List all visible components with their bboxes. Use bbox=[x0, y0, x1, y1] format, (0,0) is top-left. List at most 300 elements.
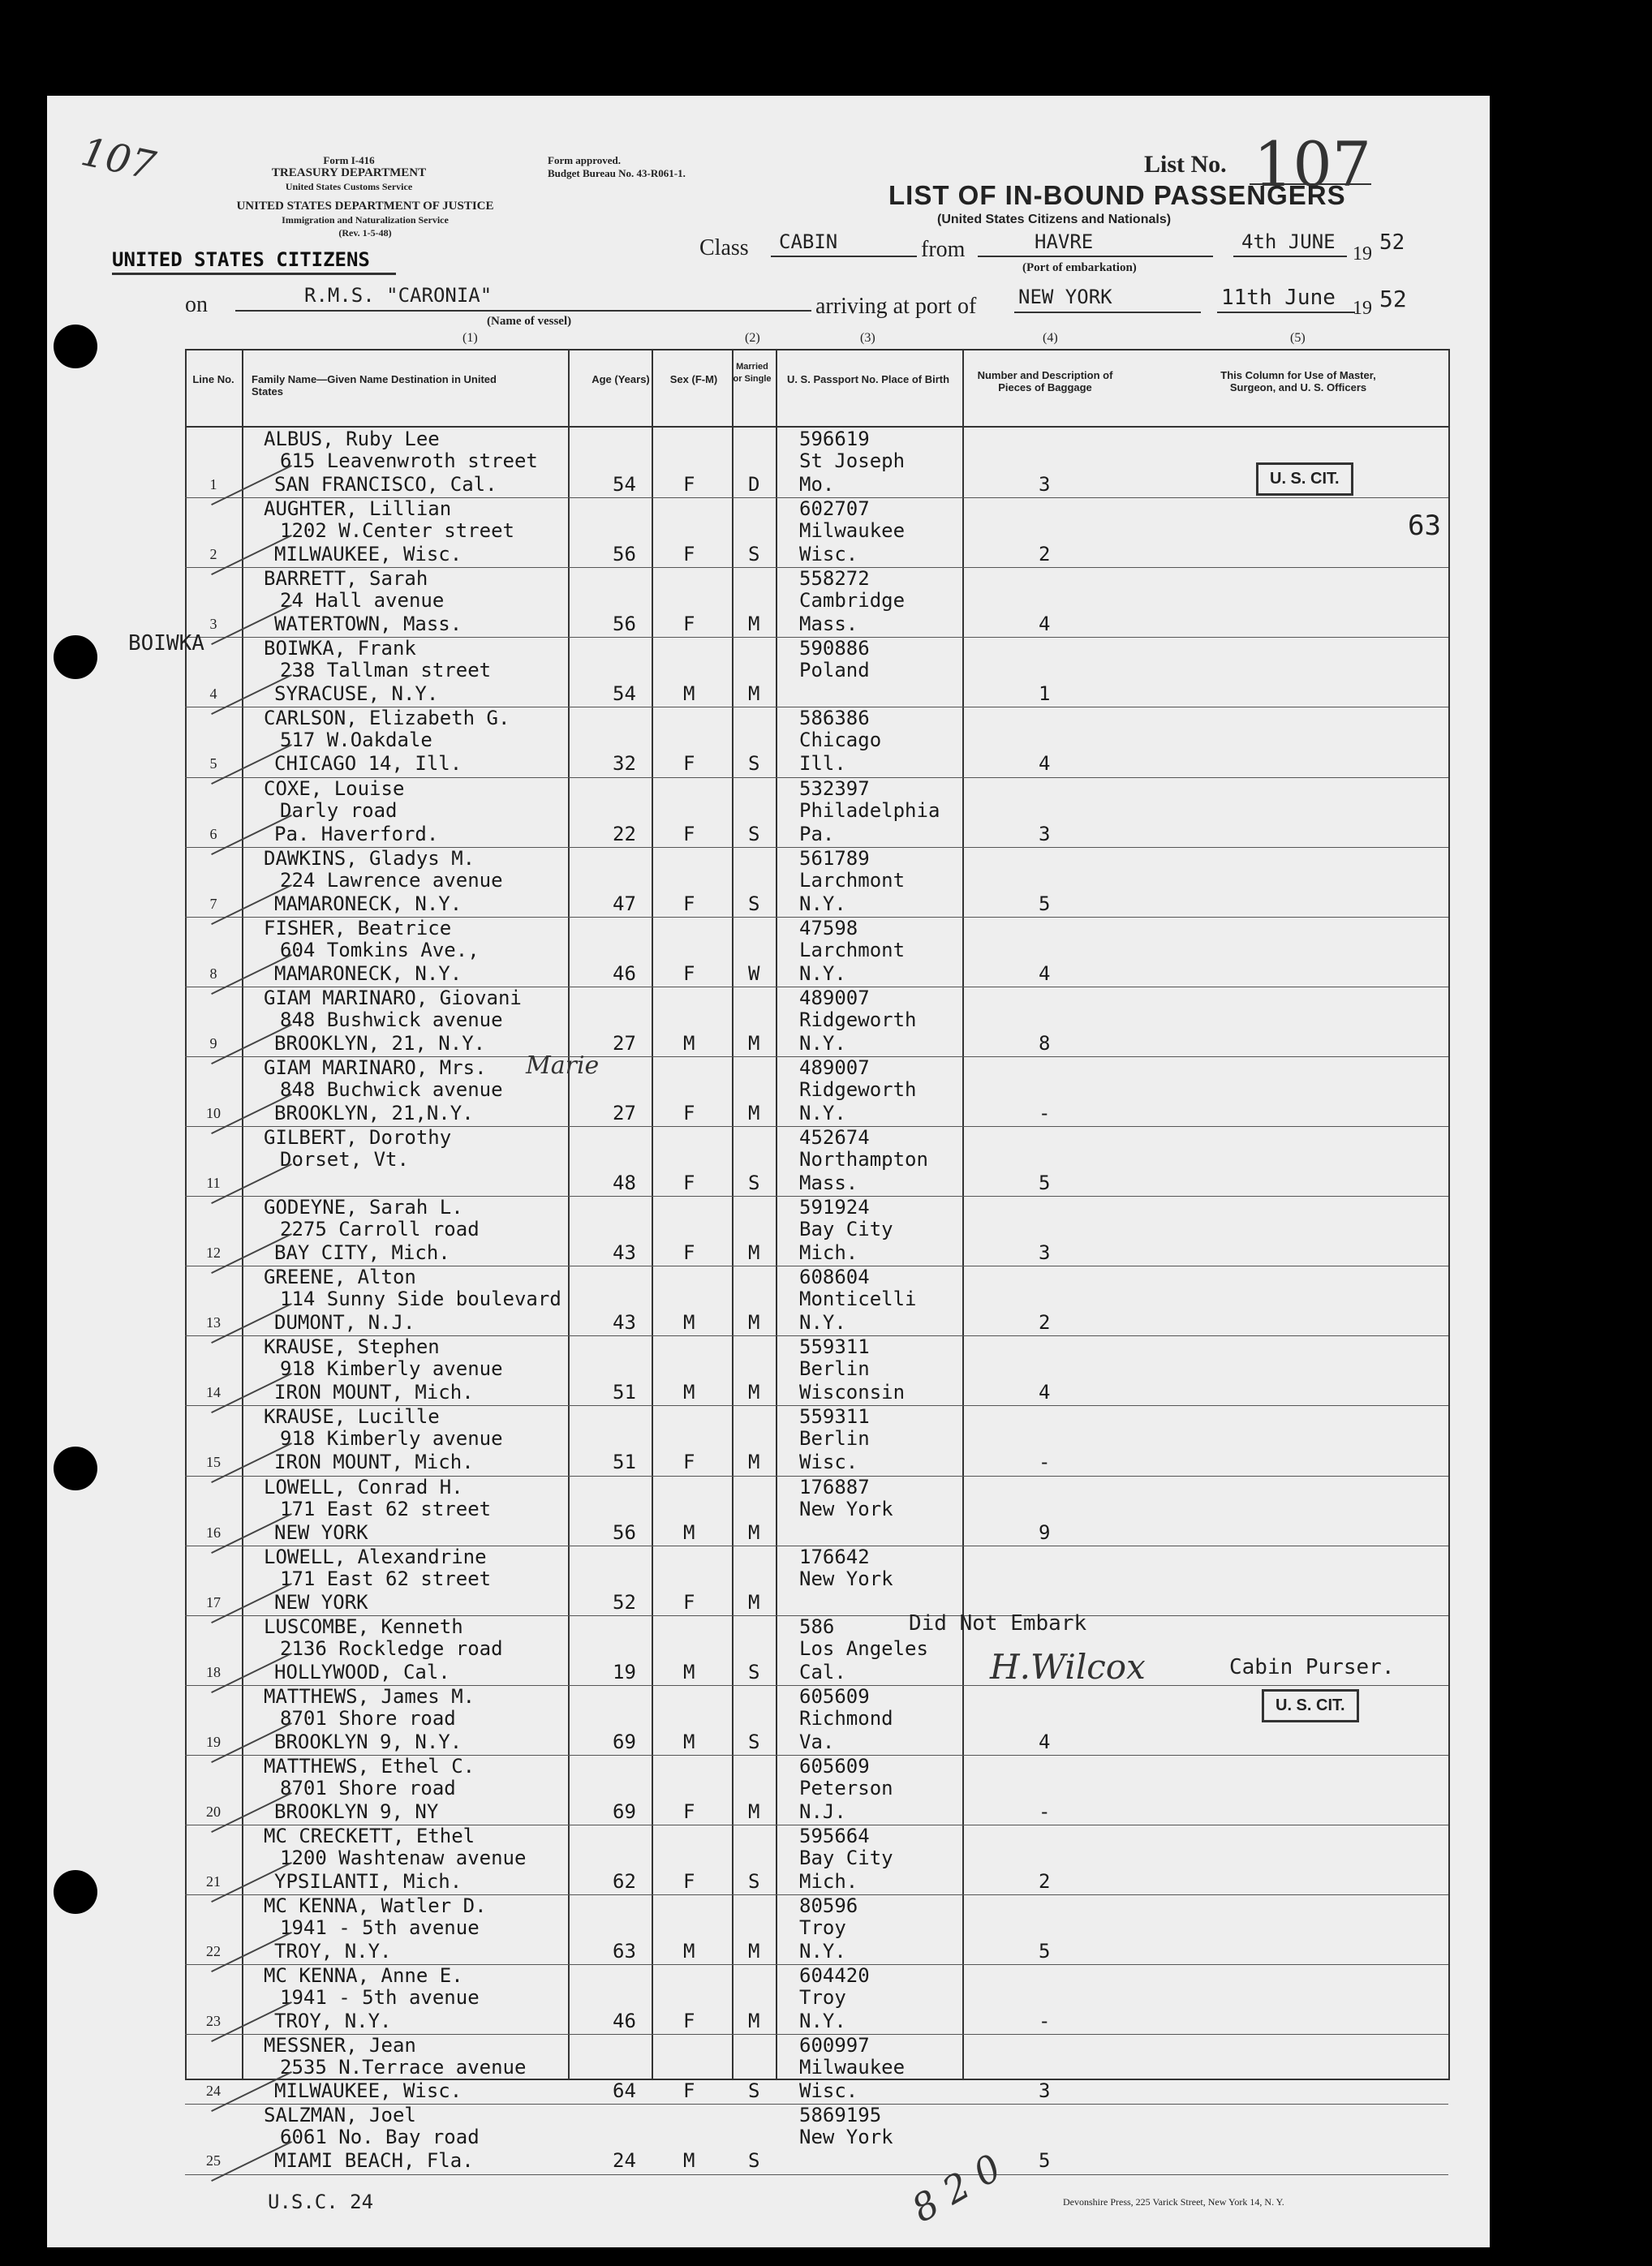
line-number: 13 bbox=[206, 1314, 221, 1331]
passenger-destination: TROY, N.Y. bbox=[274, 1940, 392, 1963]
birth-place-state: Mass. bbox=[799, 1172, 858, 1194]
form-title: LIST OF IN-BOUND PASSENGERS bbox=[888, 180, 1346, 210]
passenger-sex: F bbox=[683, 1799, 695, 1823]
passenger-address: 604 Tomkins Ave., bbox=[280, 938, 480, 961]
marital-status: S bbox=[748, 1660, 760, 1683]
form-number: Form I-416 bbox=[323, 154, 375, 166]
birth-place: Troy bbox=[799, 1916, 846, 1940]
baggage-count: 4 bbox=[1039, 613, 1051, 636]
marital-status: S bbox=[748, 1172, 760, 1194]
marital-status: M bbox=[748, 1520, 760, 1544]
passport-number: 605609 bbox=[799, 1754, 870, 1778]
passport-number: 604420 bbox=[799, 1964, 870, 1988]
birth-place: New York bbox=[799, 2126, 893, 2149]
passenger-name: AUGHTER, Lillian bbox=[264, 497, 452, 521]
immigration-service: Immigration and Naturalization Service bbox=[282, 214, 449, 226]
passenger-age: 32 bbox=[613, 752, 636, 776]
passenger-sex: M bbox=[683, 1031, 695, 1055]
marital-status: M bbox=[748, 682, 760, 706]
birth-place-state: N.Y. bbox=[799, 1031, 846, 1055]
passenger-name: MC KENNA, Watler D. bbox=[264, 1894, 487, 1918]
passenger-destination: HOLLYWOOD, Cal. bbox=[274, 1660, 450, 1683]
passport-number: 586386 bbox=[799, 707, 870, 730]
passport-number: 590886 bbox=[799, 637, 870, 660]
passenger-sex: M bbox=[683, 1381, 695, 1404]
birth-place: Larchmont bbox=[799, 938, 906, 961]
marital-status: M bbox=[748, 1031, 760, 1055]
passenger-age: 54 bbox=[613, 682, 636, 706]
birth-place-state: Wisconsin bbox=[799, 1381, 906, 1404]
binder-hole bbox=[54, 325, 97, 368]
form-subtitle: (United States Citizens and Nationals) bbox=[937, 213, 1172, 226]
passenger-name: BARRETT, Sarah bbox=[264, 567, 428, 591]
passport-number: 452674 bbox=[799, 1126, 870, 1149]
birth-place-state: Wisc. bbox=[799, 1451, 858, 1474]
birth-place: Richmond bbox=[799, 1706, 893, 1730]
passenger-destination: WATERTOWN, Mass. bbox=[274, 613, 462, 636]
passenger-age: 43 bbox=[613, 1311, 636, 1335]
passenger-destination: SYRACUSE, N.Y. bbox=[274, 682, 439, 706]
birth-place-state: N.Y. bbox=[799, 1101, 846, 1124]
line-number: 11 bbox=[206, 1175, 221, 1191]
printer-imprint: Devonshire Press, 225 Varick Street, New York 14, N. Y. bbox=[1063, 2196, 1284, 2208]
passenger-destination: BROOKLYN, 21,N.Y. bbox=[274, 1101, 474, 1124]
passenger-name: COXE, Louise bbox=[264, 776, 405, 800]
col-married: Married or Single bbox=[733, 362, 772, 384]
baggage-count: 4 bbox=[1039, 1730, 1051, 1753]
birth-place: Larchmont bbox=[799, 868, 906, 892]
passenger-address: 2136 Rockledge road bbox=[280, 1636, 503, 1660]
passenger-destination: BROOKLYN 9, NY bbox=[274, 1799, 439, 1823]
list-number-label: List No. bbox=[1144, 151, 1227, 178]
passenger-name: MESSNER, Jean bbox=[264, 2034, 416, 2057]
form-approved: Form approved. bbox=[548, 154, 622, 166]
line-number: 17 bbox=[206, 1593, 221, 1610]
birth-place-state: Mich. bbox=[799, 1870, 858, 1893]
col-passport: U. S. Passport No. Place of Birth bbox=[786, 373, 950, 385]
birth-place-state: Wisc. bbox=[799, 2079, 858, 2103]
passenger-age: 24 bbox=[613, 2149, 636, 2173]
birth-place-state: N.Y. bbox=[799, 2010, 846, 2033]
passenger-address: 918 Kimberly avenue bbox=[280, 1427, 503, 1451]
passenger-address: 1941 - 5th avenue bbox=[280, 1986, 480, 2010]
birth-place: Chicago bbox=[799, 729, 882, 752]
passenger-sex: F bbox=[683, 2010, 695, 2033]
line-number: 7 bbox=[209, 895, 217, 912]
baggage-count: 5 bbox=[1039, 1172, 1051, 1194]
passenger-age: 43 bbox=[613, 1241, 636, 1265]
baggage-count: 4 bbox=[1039, 1381, 1051, 1404]
passenger-destination: MIAMI BEACH, Fla. bbox=[274, 2149, 474, 2173]
marital-status: M bbox=[748, 1311, 760, 1335]
passenger-destination: NEW YORK bbox=[274, 1520, 368, 1544]
form-code: U.S.C. 24 bbox=[268, 2191, 374, 2213]
passenger-destination: CHICAGO 14, Ill. bbox=[274, 752, 462, 776]
passenger-address: 517 W.Oakdale bbox=[280, 729, 432, 752]
us-citizen-stamp: U. S. CIT. bbox=[1262, 1689, 1359, 1722]
baggage-count: 3 bbox=[1039, 2079, 1051, 2103]
line-number: 15 bbox=[206, 1454, 221, 1471]
marital-status: M bbox=[748, 1381, 760, 1404]
passenger-age: 47 bbox=[613, 892, 636, 915]
passenger-destination: TROY, N.Y. bbox=[274, 2010, 392, 2033]
birth-place: Philadelphia bbox=[799, 798, 940, 822]
passenger-address: 1200 Washtenaw avenue bbox=[280, 1847, 527, 1869]
birth-place: Bay City bbox=[799, 1847, 893, 1869]
birth-place-state: N.J. bbox=[799, 1799, 846, 1823]
birth-place: St Joseph bbox=[799, 449, 906, 472]
passport-number: 489007 bbox=[799, 1056, 870, 1079]
passenger-destination: YPSILANTI, Mich. bbox=[274, 1870, 462, 1893]
marital-status: W bbox=[748, 961, 760, 985]
margin-count: 63 bbox=[1408, 510, 1441, 542]
purser-title: Cabin Purser. bbox=[1229, 1655, 1395, 1679]
passenger-address: 848 Buchwick avenue bbox=[280, 1077, 503, 1101]
birth-place: Ridgeworth bbox=[799, 1077, 917, 1101]
passenger-sex: F bbox=[683, 892, 695, 915]
passenger-age: 51 bbox=[613, 1381, 636, 1404]
baggage-count: 4 bbox=[1039, 752, 1051, 776]
line-number: 19 bbox=[206, 1733, 221, 1750]
marital-status: M bbox=[748, 1590, 760, 1614]
passenger-destination: IRON MOUNT, Mich. bbox=[274, 1451, 474, 1474]
passenger-sex: M bbox=[683, 682, 695, 706]
line-number: 21 bbox=[206, 1873, 221, 1890]
passenger-destination: Pa. Haverford. bbox=[274, 822, 439, 845]
birth-place-state: Wisc. bbox=[799, 543, 858, 566]
port-of-embarkation: HAVRE bbox=[1035, 230, 1094, 253]
marital-status: S bbox=[748, 892, 760, 915]
birth-place: Peterson bbox=[799, 1776, 893, 1799]
passport-number: 591924 bbox=[799, 1196, 870, 1219]
passenger-address: 1941 - 5th avenue bbox=[280, 1916, 480, 1940]
passenger-name: KRAUSE, Lucille bbox=[264, 1405, 440, 1429]
col-officers: This Column for Use of Master, Surgeon, and U. S. Officers bbox=[1220, 369, 1376, 393]
passenger-name: GREENE, Alton bbox=[264, 1266, 416, 1289]
baggage-count: 3 bbox=[1039, 473, 1051, 496]
passenger-address: Dorset, Vt. bbox=[280, 1148, 409, 1171]
birth-place: Poland bbox=[799, 659, 870, 682]
customs-service: United States Customs Service bbox=[285, 181, 413, 192]
line-number: 2 bbox=[209, 546, 217, 563]
passenger-sex: F bbox=[683, 2079, 695, 2103]
passenger-name: GILBERT, Dorothy bbox=[264, 1126, 452, 1149]
passenger-age: 48 bbox=[613, 1172, 636, 1194]
on-label: on bbox=[185, 292, 208, 317]
marital-status: M bbox=[748, 1451, 760, 1474]
passenger-destination: IRON MOUNT, Mich. bbox=[274, 1381, 474, 1404]
birth-place: New York bbox=[799, 1497, 893, 1520]
baggage-count: 5 bbox=[1039, 2149, 1051, 2173]
passenger-destination: MILWAUKEE, Wisc. bbox=[274, 2079, 462, 2103]
passenger-name: SALZMAN, Joel bbox=[264, 2104, 416, 2127]
birth-place: Troy bbox=[799, 1986, 846, 2010]
baggage-count: 9 bbox=[1039, 1520, 1051, 1544]
passenger-name: CARLSON, Elizabeth G. bbox=[264, 707, 510, 730]
birth-place: Monticelli bbox=[799, 1288, 917, 1311]
passenger-destination: SAN FRANCISCO, Cal. bbox=[274, 473, 497, 496]
revision-date: (Rev. 1-5-48) bbox=[338, 227, 392, 239]
passenger-address: Darly road bbox=[280, 798, 398, 822]
line-number: 22 bbox=[206, 1943, 221, 1960]
passenger-age: 46 bbox=[613, 2010, 636, 2033]
treasury-department: TREASURY DEPARTMENT bbox=[271, 166, 427, 179]
passenger-address: 8701 Shore road bbox=[280, 1776, 456, 1799]
justice-department: UNITED STATES DEPARTMENT OF JUSTICE bbox=[236, 200, 494, 213]
passenger-destination: DUMONT, N.J. bbox=[274, 1311, 415, 1335]
passenger-sex: F bbox=[683, 1590, 695, 1614]
passenger-age: 56 bbox=[613, 613, 636, 636]
budget-bureau: Budget Bureau No. 43-R061-1. bbox=[548, 167, 686, 179]
passport-number: 559311 bbox=[799, 1405, 870, 1429]
passport-number: 596619 bbox=[799, 428, 870, 450]
passenger-sex: F bbox=[683, 822, 695, 845]
marital-status: M bbox=[748, 613, 760, 636]
passenger-age: 56 bbox=[613, 543, 636, 566]
passport-number: 80596 bbox=[799, 1894, 858, 1918]
vessel-name: R.M.S. "CARONIA" bbox=[304, 284, 493, 307]
passport-number: 47598 bbox=[799, 916, 858, 940]
passport-number: 176642 bbox=[799, 1545, 870, 1568]
passenger-age: 27 bbox=[613, 1031, 636, 1055]
passenger-name: GIAM MARINARO, Giovani bbox=[264, 986, 522, 1009]
passenger-age: 64 bbox=[613, 2079, 636, 2103]
passenger-name: LUSCOMBE, Kenneth bbox=[264, 1615, 463, 1638]
passenger-destination: BROOKLYN, 21, N.Y. bbox=[274, 1031, 486, 1055]
birth-place-state: N.Y. bbox=[799, 1311, 846, 1335]
marital-status: S bbox=[748, 822, 760, 845]
handwritten-corner-number: 107 bbox=[77, 129, 160, 189]
passenger-sex: F bbox=[683, 1172, 695, 1194]
passenger-sex: M bbox=[683, 1940, 695, 1963]
passenger-name: LOWELL, Alexandrine bbox=[264, 1545, 487, 1568]
baggage-count: 2 bbox=[1039, 1311, 1051, 1335]
passenger-sex: M bbox=[683, 1660, 695, 1683]
passenger-sex: F bbox=[683, 752, 695, 776]
passport-number: 489007 bbox=[799, 986, 870, 1009]
passenger-sex: F bbox=[683, 543, 695, 566]
passport-number: 559311 bbox=[799, 1335, 870, 1359]
arrival-port: NEW YORK bbox=[1018, 286, 1112, 308]
margin-annotation-boiwka: BOIWKA bbox=[128, 631, 204, 656]
passenger-sex: F bbox=[683, 1451, 695, 1474]
passenger-destination: BROOKLYN 9, N.Y. bbox=[274, 1730, 462, 1753]
did-not-embark-note: Did Not Embark bbox=[909, 1611, 1087, 1636]
marital-status: M bbox=[748, 1241, 760, 1265]
birth-place: New York bbox=[799, 1567, 893, 1590]
baggage-count: - bbox=[1039, 1799, 1051, 1823]
passenger-age: 51 bbox=[613, 1451, 636, 1474]
passenger-age: 27 bbox=[613, 1101, 636, 1124]
passport-number: 561789 bbox=[799, 846, 870, 870]
citizens-heading: UNITED STATES CITIZENS bbox=[112, 248, 370, 271]
birth-place: Bay City bbox=[799, 1218, 893, 1241]
birth-place: Milwaukee bbox=[799, 2056, 906, 2079]
passenger-age: 22 bbox=[613, 822, 636, 845]
passenger-address: 171 East 62 street bbox=[280, 1567, 492, 1590]
baggage-count: 2 bbox=[1039, 543, 1051, 566]
passenger-address: 24 Hall avenue bbox=[280, 589, 445, 613]
handwritten-bottom-note: 8 2 0 bbox=[904, 2145, 1009, 2231]
passenger-destination: MILWAUKEE, Wisc. bbox=[274, 543, 462, 566]
passenger-age: 19 bbox=[613, 1660, 636, 1683]
passenger-address: 2535 N.Terrace avenue bbox=[280, 2056, 527, 2079]
arrival-date: 11th June bbox=[1221, 286, 1336, 310]
line-number: 18 bbox=[206, 1663, 221, 1680]
marital-status: S bbox=[748, 752, 760, 776]
line-number: 4 bbox=[209, 686, 217, 703]
birth-place-state: Ill. bbox=[799, 752, 846, 776]
baggage-count: 4 bbox=[1039, 961, 1051, 985]
purser-signature: H.Wilcox bbox=[990, 1647, 1146, 1687]
passenger-sex: M bbox=[683, 2149, 695, 2173]
passenger-name: DAWKINS, Gladys M. bbox=[264, 846, 475, 870]
baggage-count: 3 bbox=[1039, 822, 1051, 845]
passport-number: 600997 bbox=[799, 2034, 870, 2057]
passenger-address: 224 Lawrence avenue bbox=[280, 868, 503, 892]
passport-number: 558272 bbox=[799, 567, 870, 591]
binder-hole bbox=[54, 635, 97, 679]
arrival-year: 52 bbox=[1379, 286, 1407, 312]
baggage-count: 1 bbox=[1039, 682, 1051, 706]
passport-number: 176887 bbox=[799, 1475, 870, 1498]
passport-number: 605609 bbox=[799, 1684, 870, 1708]
col-baggage: Number and Description of Pieces of Baggage bbox=[977, 369, 1113, 393]
passenger-address: 238 Tallman street bbox=[280, 659, 492, 682]
marital-status: S bbox=[748, 1870, 760, 1893]
birth-place: Milwaukee bbox=[799, 519, 906, 543]
passport-number: 608604 bbox=[799, 1266, 870, 1289]
birth-place-state: Mass. bbox=[799, 613, 858, 636]
line-number: 3 bbox=[209, 616, 217, 633]
passenger-sex: M bbox=[683, 1520, 695, 1544]
passenger-address: 2275 Carroll road bbox=[280, 1218, 480, 1241]
marital-status: M bbox=[748, 1940, 760, 1963]
passenger-age: 62 bbox=[613, 1870, 636, 1893]
vessel-caption: (Name of vessel) bbox=[487, 315, 572, 328]
passenger-name: MATTHEWS, Ethel C. bbox=[264, 1754, 475, 1778]
baggage-count: - bbox=[1039, 2010, 1051, 2033]
baggage-count: 5 bbox=[1039, 892, 1051, 915]
passenger-address: 6061 No. Bay road bbox=[280, 2126, 480, 2149]
birth-place-state: Mo. bbox=[799, 473, 835, 496]
passenger-sex: M bbox=[683, 1730, 695, 1753]
passenger-age: 63 bbox=[613, 1940, 636, 1963]
passenger-name: ALBUS, Ruby Lee bbox=[264, 428, 440, 450]
passenger-sex: F bbox=[683, 1870, 695, 1893]
birth-place-state: N.Y. bbox=[799, 961, 846, 985]
birth-place-state: Mich. bbox=[799, 1241, 858, 1265]
passenger-sex: F bbox=[683, 961, 695, 985]
passenger-address: 8701 Shore road bbox=[280, 1706, 456, 1730]
marital-status: S bbox=[748, 1730, 760, 1753]
line-number: 12 bbox=[206, 1245, 221, 1262]
class-value: CABIN bbox=[779, 230, 838, 253]
line-number: 14 bbox=[206, 1384, 221, 1401]
birth-place: Cambridge bbox=[799, 589, 906, 613]
baggage-count: - bbox=[1039, 1451, 1051, 1474]
passenger-address: 171 East 62 street bbox=[280, 1497, 492, 1520]
passenger-name: GODEYNE, Sarah L. bbox=[264, 1196, 463, 1219]
passenger-age: 52 bbox=[613, 1590, 636, 1614]
passport-number: 602707 bbox=[799, 497, 870, 521]
line-number: 10 bbox=[206, 1104, 221, 1121]
birth-place-state: Va. bbox=[799, 1730, 835, 1753]
marital-status: S bbox=[748, 2079, 760, 2103]
line-number: 1 bbox=[209, 476, 217, 492]
baggage-count: - bbox=[1039, 1101, 1051, 1124]
passenger-address: 1202 W.Center street bbox=[280, 519, 514, 543]
passenger-age: 46 bbox=[613, 961, 636, 985]
passenger-destination: MAMARONECK, N.Y. bbox=[274, 892, 462, 915]
from-label: from bbox=[921, 237, 966, 262]
marital-status: M bbox=[748, 1101, 760, 1124]
passenger-sex: F bbox=[683, 1101, 695, 1124]
passenger-address: 918 Kimberly avenue bbox=[280, 1357, 503, 1381]
passenger-sex: F bbox=[683, 613, 695, 636]
passenger-name: FISHER, Beatrice bbox=[264, 916, 452, 940]
passenger-name: MC KENNA, Anne E. bbox=[264, 1964, 463, 1988]
passport-number: 5869195 bbox=[799, 2104, 882, 2127]
passenger-sex: F bbox=[683, 1241, 695, 1265]
birth-place: Ridgeworth bbox=[799, 1008, 917, 1031]
passenger-name: LOWELL, Conrad H. bbox=[264, 1475, 463, 1498]
passenger-sex: M bbox=[683, 1311, 695, 1335]
line-number: 5 bbox=[209, 755, 217, 772]
baggage-count: 3 bbox=[1039, 1241, 1051, 1265]
line-number: 9 bbox=[209, 1034, 217, 1051]
passport-number: 586 bbox=[799, 1615, 835, 1638]
port-embarkation-caption: (Port of embarkation) bbox=[1022, 261, 1137, 274]
col-sex: Sex (F-M) bbox=[669, 373, 718, 385]
col-name: Family Name—Given Name Destination in United States bbox=[252, 373, 497, 398]
passport-number: 595664 bbox=[799, 1825, 870, 1847]
birth-place-state: Pa. bbox=[799, 822, 835, 845]
baggage-count: 8 bbox=[1039, 1031, 1051, 1055]
passenger-age: 69 bbox=[613, 1730, 636, 1753]
passenger-name: MC CRECKETT, Ethel bbox=[264, 1825, 475, 1847]
line-number: 25 bbox=[206, 2152, 221, 2169]
passenger-name: KRAUSE, Stephen bbox=[264, 1335, 440, 1359]
passenger-destination: NEW YORK bbox=[274, 1590, 368, 1614]
marital-status: M bbox=[748, 1799, 760, 1823]
row-divider bbox=[185, 2174, 1448, 2175]
handwritten-first-name: Marie bbox=[526, 1051, 600, 1080]
passenger-destination: MAMARONECK, N.Y. bbox=[274, 961, 462, 985]
passenger-name: GIAM MARINARO, Mrs. bbox=[264, 1056, 487, 1079]
line-number: 20 bbox=[206, 1803, 221, 1820]
col-line: Line No. bbox=[192, 373, 234, 385]
line-number: 23 bbox=[206, 2013, 221, 2030]
passenger-name: MATTHEWS, James M. bbox=[264, 1684, 475, 1708]
arriving-label: arriving at port of bbox=[815, 294, 977, 319]
departure-date: 4th JUNE bbox=[1241, 230, 1336, 253]
passenger-address: 615 Leavenwroth street bbox=[280, 449, 538, 472]
baggage-count: 2 bbox=[1039, 1870, 1051, 1893]
marital-status: D bbox=[748, 473, 760, 496]
binder-hole bbox=[54, 1870, 97, 1914]
passenger-age: 69 bbox=[613, 1799, 636, 1823]
departure-year: 52 bbox=[1379, 230, 1405, 255]
marital-status: S bbox=[748, 543, 760, 566]
birth-place-state: Cal. bbox=[799, 1660, 846, 1683]
line-number: 16 bbox=[206, 1524, 221, 1541]
baggage-count: 5 bbox=[1039, 1940, 1051, 1963]
list-number: 107 bbox=[1254, 128, 1372, 200]
marital-status: S bbox=[748, 2149, 760, 2173]
binder-hole bbox=[54, 1447, 97, 1490]
passenger-address: 848 Bushwick avenue bbox=[280, 1008, 503, 1031]
